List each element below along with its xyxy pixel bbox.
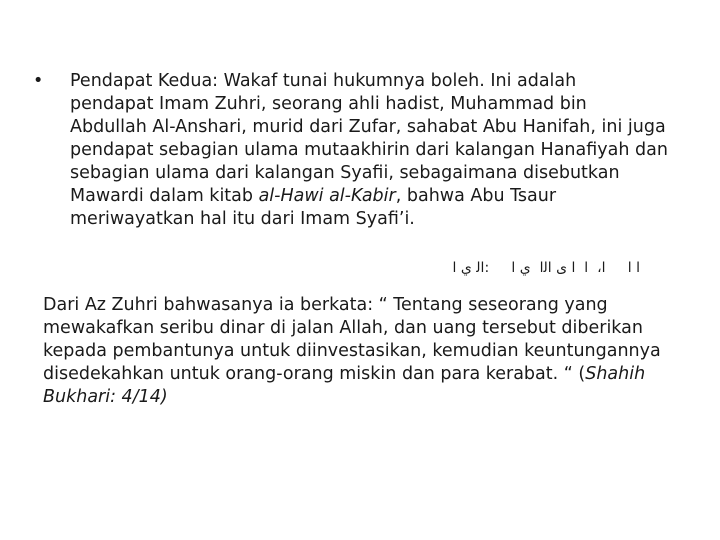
bullet-text: [70, 70, 690, 231]
bullet-line-6-before: Mawardi dalam kitab: [70, 186, 259, 206]
quote-line-3: kepada pembantunya untuk diinvestasikan, kemudian keuntungannya: [43, 341, 661, 361]
quote-line-1: Dari Az Zuhri bahwasanya ia berkata: “ Tentang seseorang yang: [43, 295, 608, 315]
bullet-line-5: sebagian ulama dari kalangan Syafii, sebagaimana disebutkan: [70, 163, 620, 183]
bullet-marker: •: [33, 71, 44, 91]
quote-line-4-before: disedekahkan untuk orang-orang miskin dan para kerabat. “ (: [43, 364, 586, 384]
bullet-line-1-rest: : Wakaf tunai hukumnya boleh. Ini adalah: [212, 71, 577, 91]
quote-line-2: mewakafkan seribu dinar di jalan Allah, dan uang tersebut diberikan: [43, 318, 643, 338]
quote-line-5: [43, 386, 703, 409]
bullet-line-6: [70, 185, 690, 208]
quote-line-4: [43, 363, 703, 386]
bullet-line-6-after: , bahwa Abu Tsaur: [395, 186, 557, 206]
quote-paragraph: [43, 294, 703, 409]
book-title: al-Hawi al-Kabir: [258, 186, 396, 206]
bullet-term: Pendapat Kedua: [70, 71, 213, 91]
bullet-line-2: pendapat Imam Zuhri, seorang ahli hadist, Muhammad bin: [70, 94, 587, 114]
citation-end: Bukhari: 4/14): [43, 387, 168, 407]
citation-start: Shahih: [585, 364, 646, 384]
arabic-text: ﺍ ﺍ ﺍ، ﺍ ﺍ ﻯ ﺍﻟﺍ ﻱ ﺍ :ﺍﻟ ﻱ ﺍ: [452, 260, 640, 276]
bullet-line-4: pendapat sebagian ulama mutaakhirin dari kalangan Hanafiyah dan: [70, 140, 668, 160]
bullet-line-7: meriwayatkan hal itu dari Imam Syafi’i.: [70, 209, 415, 229]
bullet-line-1: [70, 70, 690, 93]
bullet-line-3: Abdullah Al-Anshari, murid dari Zufar, sahabat Abu Hanifah, ini juga: [70, 117, 666, 137]
